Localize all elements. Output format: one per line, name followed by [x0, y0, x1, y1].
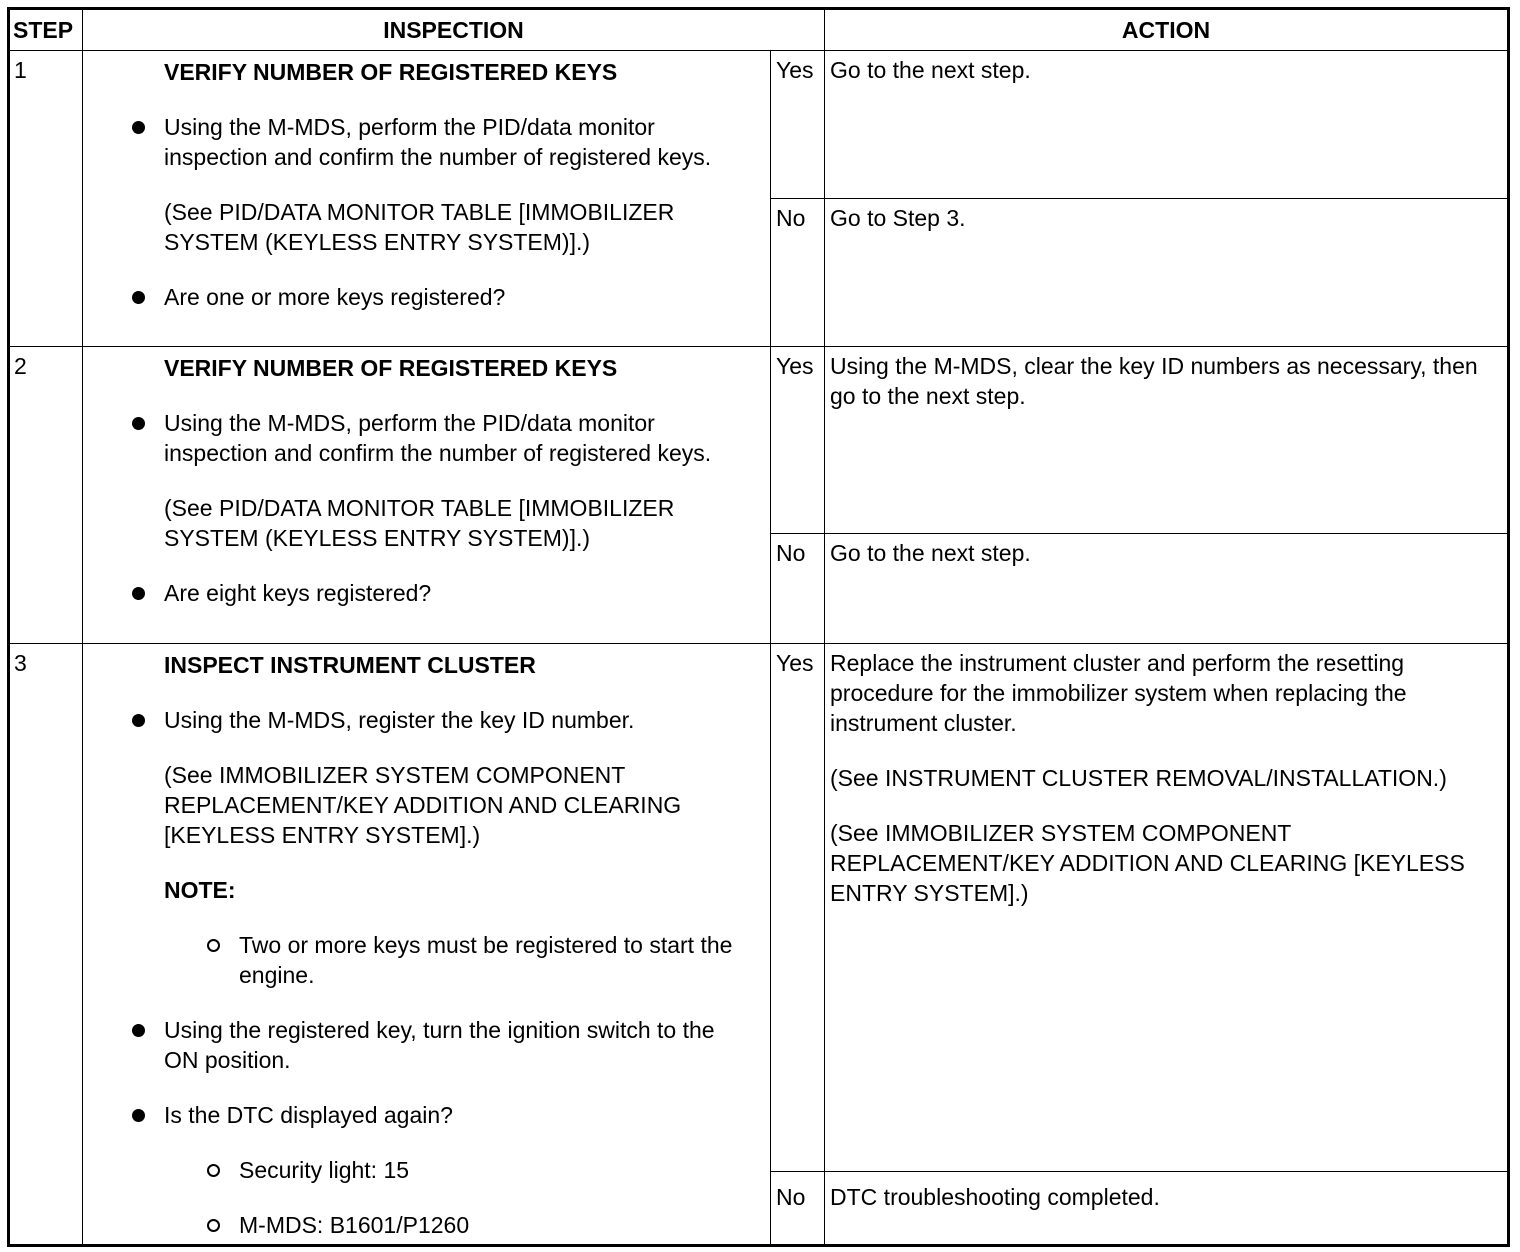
bullet-item: Using the M-MDS, perform the PID/data monitor inspection and confirm the number of registered keys.: [164, 408, 740, 468]
step-3-yes-row: [9, 644, 1509, 1172]
inspection-cell: [83, 51, 771, 347]
inspection-title: INSPECT INSTRUMENT CLUSTER: [164, 652, 536, 678]
inspection-cell: [83, 347, 771, 644]
step-header: STEP: [9, 9, 83, 51]
reference-text: (See PID/DATA MONITOR TABLE [IMMOBILIZER SYSTEM (KEYLESS ENTRY SYSTEM)].): [164, 199, 675, 255]
yes-action: Using the M-MDS, clear the key ID numbers as necessary, then go to the next step.: [825, 347, 1509, 534]
step-number: 3: [9, 644, 83, 1246]
no-label: No: [771, 534, 825, 644]
reference-text: (See PID/DATA MONITOR TABLE [IMMOBILIZER SYSTEM (KEYLESS ENTRY SYSTEM)].): [164, 495, 675, 551]
yes-label: Yes: [771, 644, 825, 1172]
no-action: Go to Step 3.: [825, 199, 1509, 347]
yes-action: Go to the next step.: [825, 51, 1509, 199]
inspection-title: VERIFY NUMBER OF REGISTERED KEYS: [164, 59, 618, 85]
no-label: No: [771, 199, 825, 347]
step-number: 1: [9, 51, 83, 347]
no-action: DTC troubleshooting completed.: [825, 1172, 1509, 1246]
step-2-yes-row: [9, 347, 1509, 534]
inspection-title: VERIFY NUMBER OF REGISTERED KEYS: [164, 355, 618, 381]
bullet-item: Using the M-MDS, register the key ID number.: [164, 705, 740, 735]
no-action: Go to the next step.: [825, 534, 1509, 644]
yes-label: Yes: [771, 347, 825, 534]
yes-action-cell: [825, 644, 1509, 1172]
sub-item: Security light: 15: [239, 1155, 740, 1185]
inspection-cell: [83, 644, 771, 1246]
reference-text: (See IMMOBILIZER SYSTEM COMPONENT REPLACEMENT/KEY ADDITION AND CLEARING [KEYLESS ENTRY SYSTEM].): [164, 762, 682, 848]
bullet-item: Using the M-MDS, perform the PID/data monitor inspection and confirm the number of registered keys.: [164, 112, 740, 172]
bullet-item: Using the registered key, turn the ignition switch to the ON position.: [164, 1015, 740, 1075]
inspection-header: INSPECTION: [83, 9, 825, 51]
no-label: No: [771, 1172, 825, 1246]
action-header: ACTION: [825, 9, 1509, 51]
yes-label: Yes: [771, 51, 825, 199]
bullet-item: Is the DTC displayed again?: [164, 1100, 740, 1130]
header-row: [9, 9, 1509, 51]
bullet-item: Are one or more keys registered?: [164, 282, 740, 312]
step-number: 2: [9, 347, 83, 644]
bullet-item: Are eight keys registered?: [164, 578, 740, 608]
yes-action: Replace the instrument cluster and perform the resetting procedure for the immobilizer system when replacing the instrument cluster.: [830, 650, 1407, 736]
note-item: Two or more keys must be registered to start the engine.: [239, 930, 740, 990]
reference-text: (See INSTRUMENT CLUSTER REMOVAL/INSTALLATION.): [830, 765, 1447, 791]
troubleshooting-table: [7, 7, 1510, 1247]
sub-item: M-MDS: B1601/P1260: [239, 1210, 740, 1240]
step-1-yes-row: [9, 51, 1509, 199]
note-label: NOTE:: [164, 877, 236, 903]
reference-text: (See IMMOBILIZER SYSTEM COMPONENT REPLACEMENT/KEY ADDITION AND CLEARING [KEYLESS ENTRY SYSTEM].): [830, 820, 1465, 906]
